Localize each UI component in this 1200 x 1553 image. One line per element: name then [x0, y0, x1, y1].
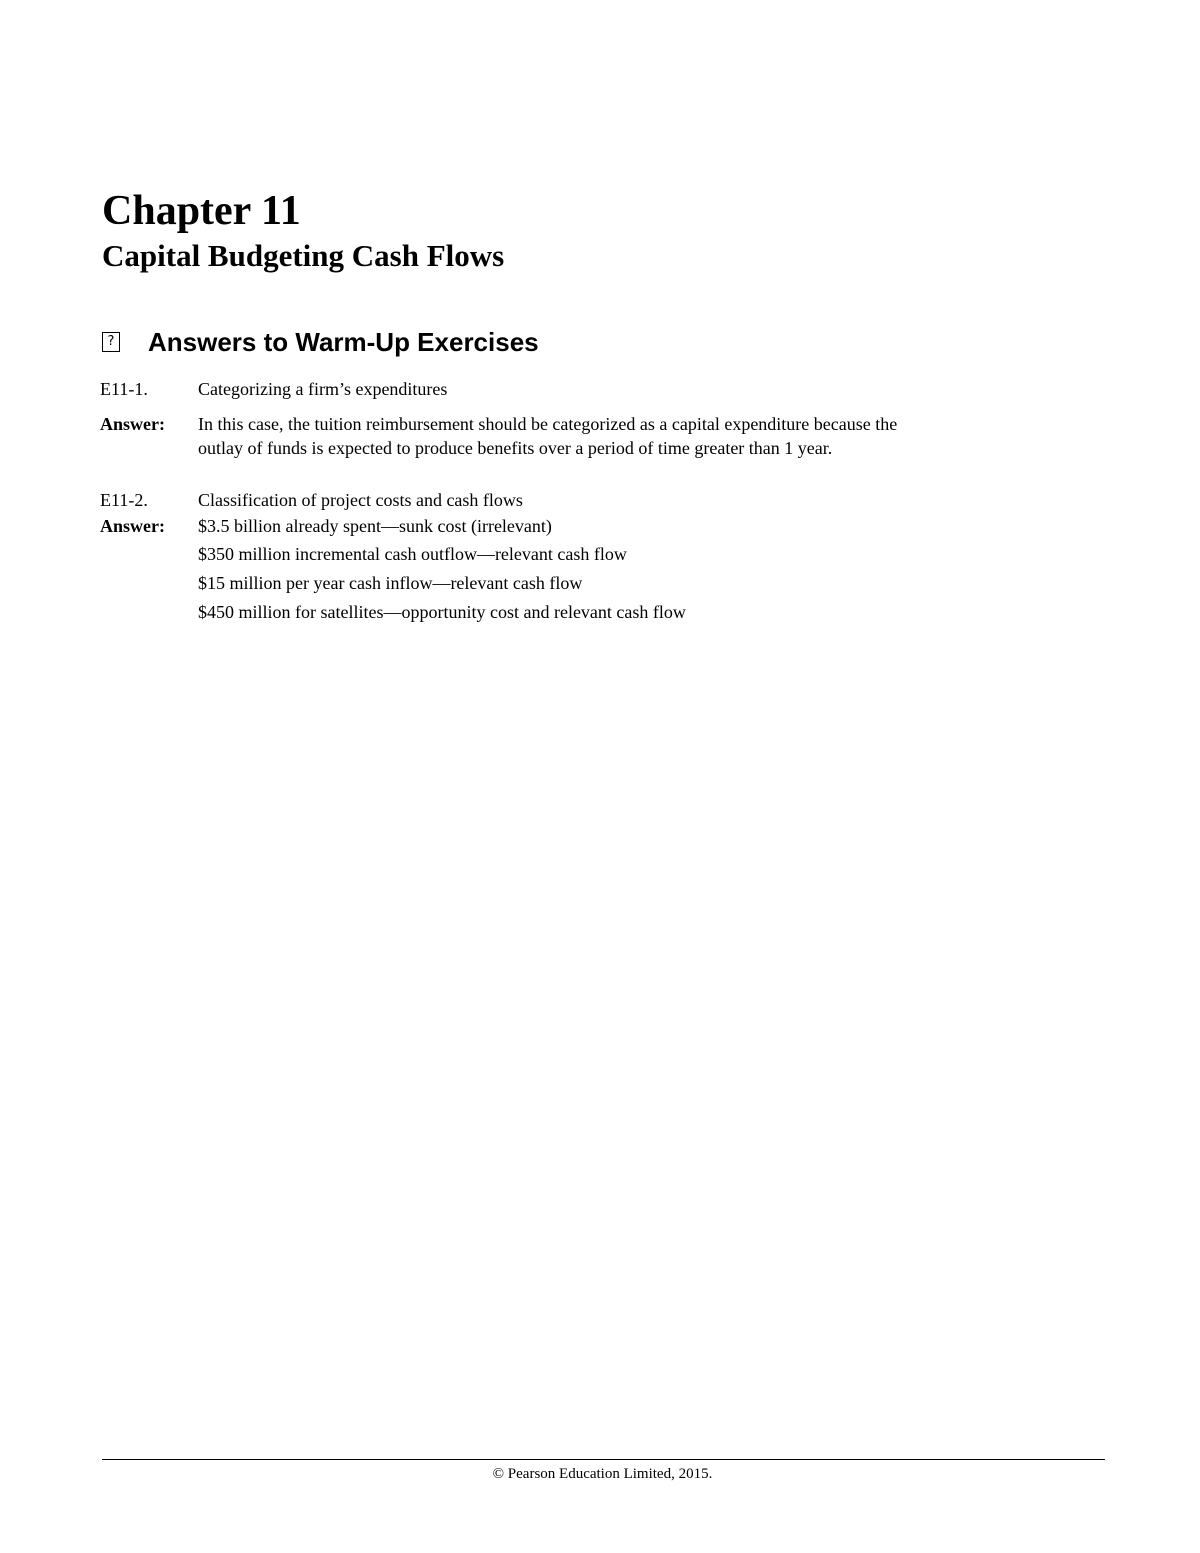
answer-label: Answer:: [100, 516, 165, 536]
section-marker-icon: ?: [102, 332, 120, 352]
answer-line: $450 million for satellites—opportunity cost and relevant cash flow: [198, 602, 686, 622]
answer-line: $350 million incremental cash outflow—relevant cash flow: [198, 544, 627, 564]
answer-label: Answer:: [100, 414, 165, 434]
answer-line: outlay of funds is expected to produce benefits over a period of time greater than 1 year.: [198, 438, 833, 458]
answer-line: $3.5 billion already spent—sunk cost (irrelevant): [198, 516, 552, 536]
chapter-title: Chapter 11: [102, 188, 301, 234]
answer-line: In this case, the tuition reimbursement should be categorized as a capital expenditure because the: [198, 414, 898, 434]
answer-text: [198, 412, 1060, 460]
exercise-e11-1-prompt-row: [100, 377, 1060, 401]
chapter-subtitle: Capital Budgeting Cash Flows: [102, 238, 505, 273]
exercise-e11-2-prompt-row: [100, 488, 1060, 512]
section-heading: [102, 324, 539, 360]
section-heading-text: Answers to Warm-Up Exercises: [148, 327, 539, 357]
exercise-e11-2-answer-row: [100, 514, 1060, 538]
exercise-id: E11-2.: [100, 490, 148, 510]
footer-copyright: © Pearson Education Limited, 2015.: [492, 1466, 713, 1482]
exercise-prompt: Classification of project costs and cash flows: [198, 490, 523, 510]
exercise-e11-1-answer-row: [100, 412, 1060, 460]
exercise-prompt: Categorizing a firm’s expenditures: [198, 379, 448, 399]
footer-divider: [102, 1459, 1105, 1460]
exercise-id: E11-1.: [100, 379, 148, 399]
answer-line: $15 million per year cash inflow—relevant cash flow: [198, 573, 583, 593]
